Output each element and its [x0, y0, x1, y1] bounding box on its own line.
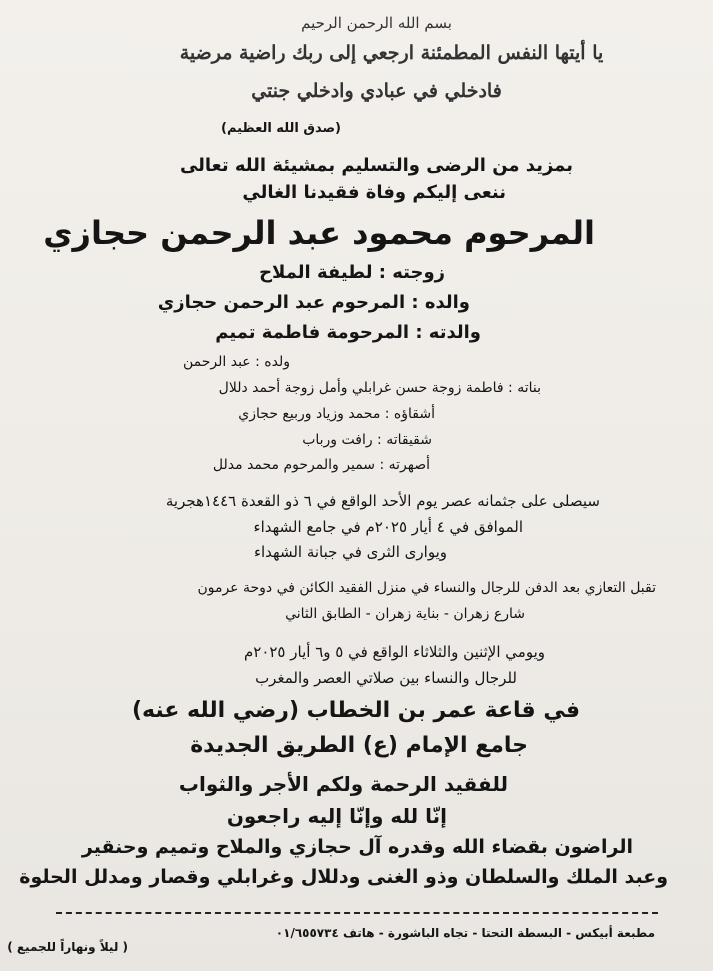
- verse-closing: (صدق الله العظيم): [221, 121, 341, 136]
- intro-line-1: بمزيد من الرضى والتسليم بمشيئة الله تعالى: [179, 155, 573, 176]
- family-in-laws: أصهرته : سمير والمرحوم محمد مدلل: [212, 457, 430, 473]
- family-daughters: بناته : فاطمة زوجة حسن غرابلي وأمل زوجة أحمد دللال: [218, 380, 541, 396]
- quran-verse-line-2: فادخلي في عبادي وادخلي جنتي: [251, 80, 502, 102]
- funeral-line-1: سيصلى على جثمانه عصر يوم الأحد الواقع في ٦ ذو القعدة ١٤٤٦هجرية: [165, 492, 600, 510]
- condolence-line-2: شارع زهران - بناية زهران - الطابق الثاني: [285, 606, 525, 622]
- intro-line-2: ننعى إليكم وفاة فقيدنا الغالي: [242, 182, 506, 203]
- family-mother: والدته : المرحومة فاطمة تميم: [215, 322, 481, 343]
- basmala: بسم الله الرحمن الرحيم: [301, 14, 452, 32]
- closing-families-2: وعبد الملك والسلطان وذو الغنى ودللال وغرابلي وقصار ومدلل الحلوة: [19, 866, 668, 888]
- family-brothers: أشقاؤه : محمد وزياد وربيع حجازي: [238, 406, 435, 422]
- closing-verse: إنّا لله وإنّا إليه راجعون: [226, 804, 447, 828]
- footer-divider: [56, 912, 658, 914]
- deceased-name: المرحوم محمود عبد الرحمن حجازي: [43, 214, 595, 252]
- family-son: ولده : عبد الرحمن: [183, 354, 290, 370]
- family-father: والده : المرحوم عبد الرحمن حجازي: [157, 292, 470, 313]
- condolence-line-4: للرجال والنساء بين صلاتي العصر والمغرب: [255, 669, 517, 687]
- condolence-line-1: تقبل التعازي بعد الدفن للرجال والنساء في منزل الفقيد الكائن في دوحة عرمون: [197, 580, 656, 596]
- printer-info: مطبعة أبيكس - البسطة التحتا - تجاه الباشورة - هاتف ٠١/٦٥٥٧٣٤: [275, 926, 655, 940]
- condolence-line-3: ويومي الإثنين والثلاثاء الواقع في ٥ و٦ أيار ٢٠٢٥م: [243, 643, 545, 661]
- condolence-mosque: جامع الإمام (ع) الطريق الجديدة: [190, 733, 528, 758]
- family-sisters: شقيقاته : رافت ورباب: [302, 432, 432, 448]
- closing-families-1: الراضون بقضاء الله وقدره آل حجازي والملاح وتميم وحنقير: [81, 836, 633, 858]
- family-wife: زوجته : لطيفة الملاح: [259, 262, 445, 283]
- condolence-hall: في قاعة عمر بن الخطاب (رضي الله عنه): [131, 698, 580, 723]
- printer-hours: ( ليلاً ونهاراً للجميع ): [7, 940, 128, 954]
- quran-verse-line-1: يا أيتها النفس المطمئنة ارجعي إلى ربك راضية مرضية: [179, 42, 604, 64]
- funeral-line-2: الموافق في ٤ أيار ٢٠٢٥م في جامع الشهداء: [253, 518, 523, 536]
- closing-prayer: للفقيد الرحمة ولكم الأجر والثواب: [178, 772, 508, 796]
- funeral-line-3: ويوارى الثرى في جبانة الشهداء: [253, 543, 447, 561]
